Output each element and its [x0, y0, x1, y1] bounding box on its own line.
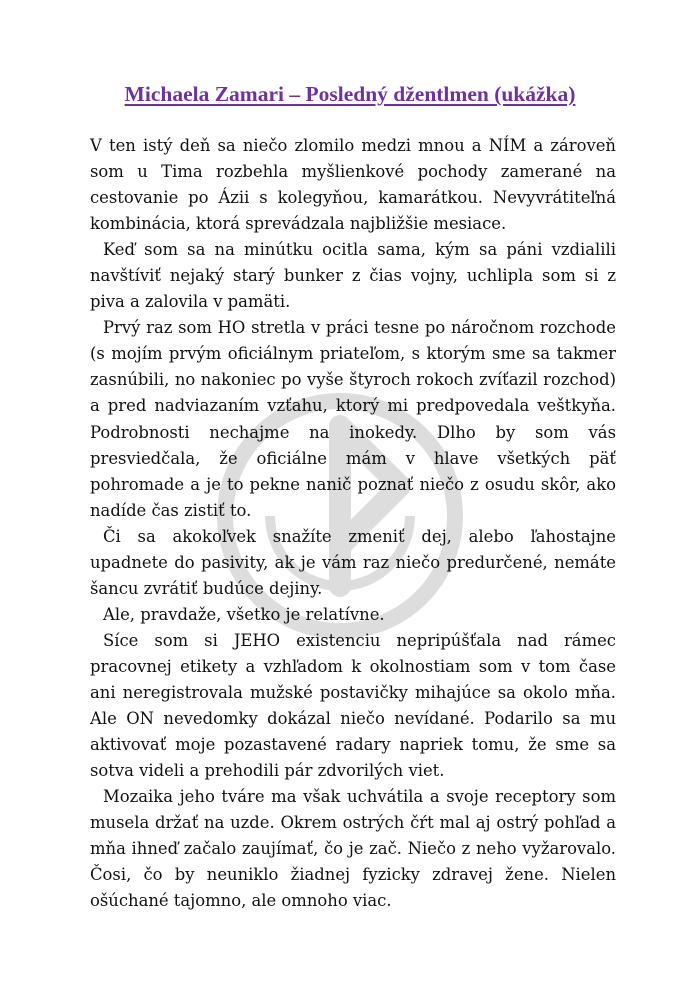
paragraph: Keď som sa na minútku ocitla sama, kým sa páni vzdialili navštíviť nejaký starý bunker z čias vojny, uchlipla som si z piva a zalovila v pamäti.	[90, 240, 616, 312]
paragraph: Mozaika jeho tváre ma však uchvátila a svoje receptory som musela držať na uzde. Okrem ostrých čŕt mal aj ostrý pohľad a mňa ihneď začalo zaujímať, čo je zač. Niečo z neho vyžarovalo. Čosi, čo by neuniklo žiadnej fyzicky zdravej žene. Nielen ošúchané tajomno, ale omnoho viac.	[90, 787, 616, 911]
paragraph: Síce som si JEHO existenciu nepripúšťala nad rámec pracovnej etikety a vzhľadom k okolnostiam som v tom čase ani neregistrovala mužské postavičky mihajúce sa okolo mňa. Ale ON nevedomky dokázal niečo nevídané. Podarilo sa mu aktivovať moje pozastavené radary napriek tomu, že sme sa sotva videli a prehodili pár zdvorilých viet.	[90, 630, 616, 781]
paragraph: V ten istý deň sa niečo zlomilo medzi mnou a NÍM a zároveň som u Tima rozbehla myšlienkové pochody zamerané na cestovanie po Ázii s kolegyňou, kamarátkou. Nevyvrátiteľná kombinácia, ktorá sprevádzala najbližšie mesiace.	[90, 136, 616, 234]
document-title: Michaela Zamari – Posledný džentlmen (ukážka)	[124, 82, 576, 106]
paragraph: Ale, pravdaže, všetko je relatívne.	[103, 604, 385, 624]
document-body	[90, 133, 616, 914]
paragraph: Či sa akokoľvek snažíte zmeniť dej, alebo ľahostajne upadnete do pasivity, ak je vám raz niečo predurčené, nemáte šancu zvrátiť budúce dejiny.	[90, 526, 616, 598]
paragraph: Prvý raz som HO stretla v práci tesne po náročnom rozchode (s mojím prvým oficiálnym priateľom, s ktorým sme sa takmer zasnúbili, no nakoniec po vyše štyroch rokoch zvíťazil rozchod) a pred nadviazaním vzťahu, ktorý mi predpovedala veštkyňa. Podrobnosti nechajme na inokedy. Dlho by som vás presviedčala, že oficiálne mám v hlave všetkých päť pohromade a je to pekne nanič poznať niečo z osudu skôr, ako nadíde čas zistiť to.	[90, 318, 616, 520]
